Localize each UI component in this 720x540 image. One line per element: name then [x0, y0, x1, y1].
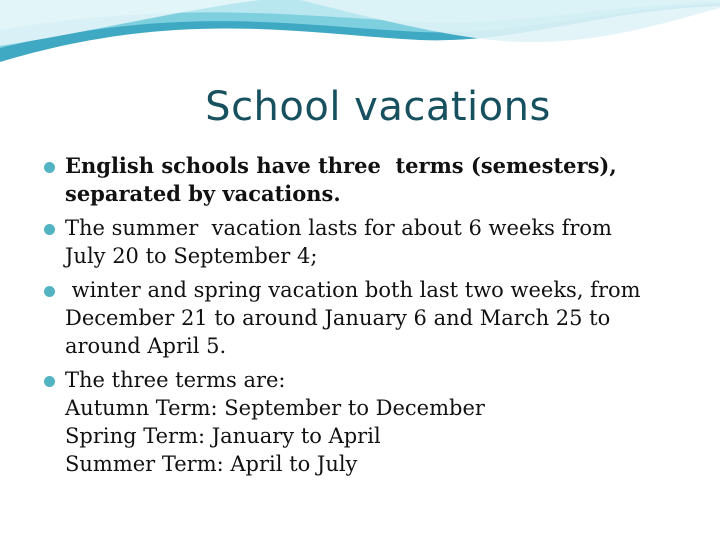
bullet-line: around April 5.: [65, 334, 227, 358]
bullet-item-terms: [44, 152, 684, 208]
bullet-line: December 21 to around January 6 and March 25 to: [65, 306, 611, 330]
bullet-line: Summer Term: April to July: [65, 452, 358, 476]
bullet-icon: [44, 376, 55, 387]
bullet-item-summer: [44, 214, 684, 270]
bullet-line: July 20 to September 4;: [65, 244, 318, 268]
bullet-item-three-terms: [44, 366, 684, 478]
bullet-icon: [44, 162, 55, 173]
slide-title: School vacations: [205, 84, 551, 130]
bullet-icon: [44, 224, 55, 235]
bullet-item-winter-spring: [44, 276, 684, 360]
bullet-line: The three terms are:: [65, 368, 286, 392]
bullet-line: separated by vacations.: [65, 181, 341, 206]
bullet-line: Spring Term: January to April: [65, 424, 381, 448]
header-wave-decoration: [0, 0, 720, 90]
bullet-icon: [44, 286, 55, 297]
bullet-line: winter and spring vacation both last two weeks, from: [65, 278, 641, 302]
bullet-line: The summer vacation lasts for about 6 weeks from: [65, 216, 612, 240]
bullet-line: Autumn Term: September to December: [65, 396, 485, 420]
bullet-line: English schools have three terms (semesters),: [65, 153, 617, 178]
bullet-list: [44, 152, 684, 484]
